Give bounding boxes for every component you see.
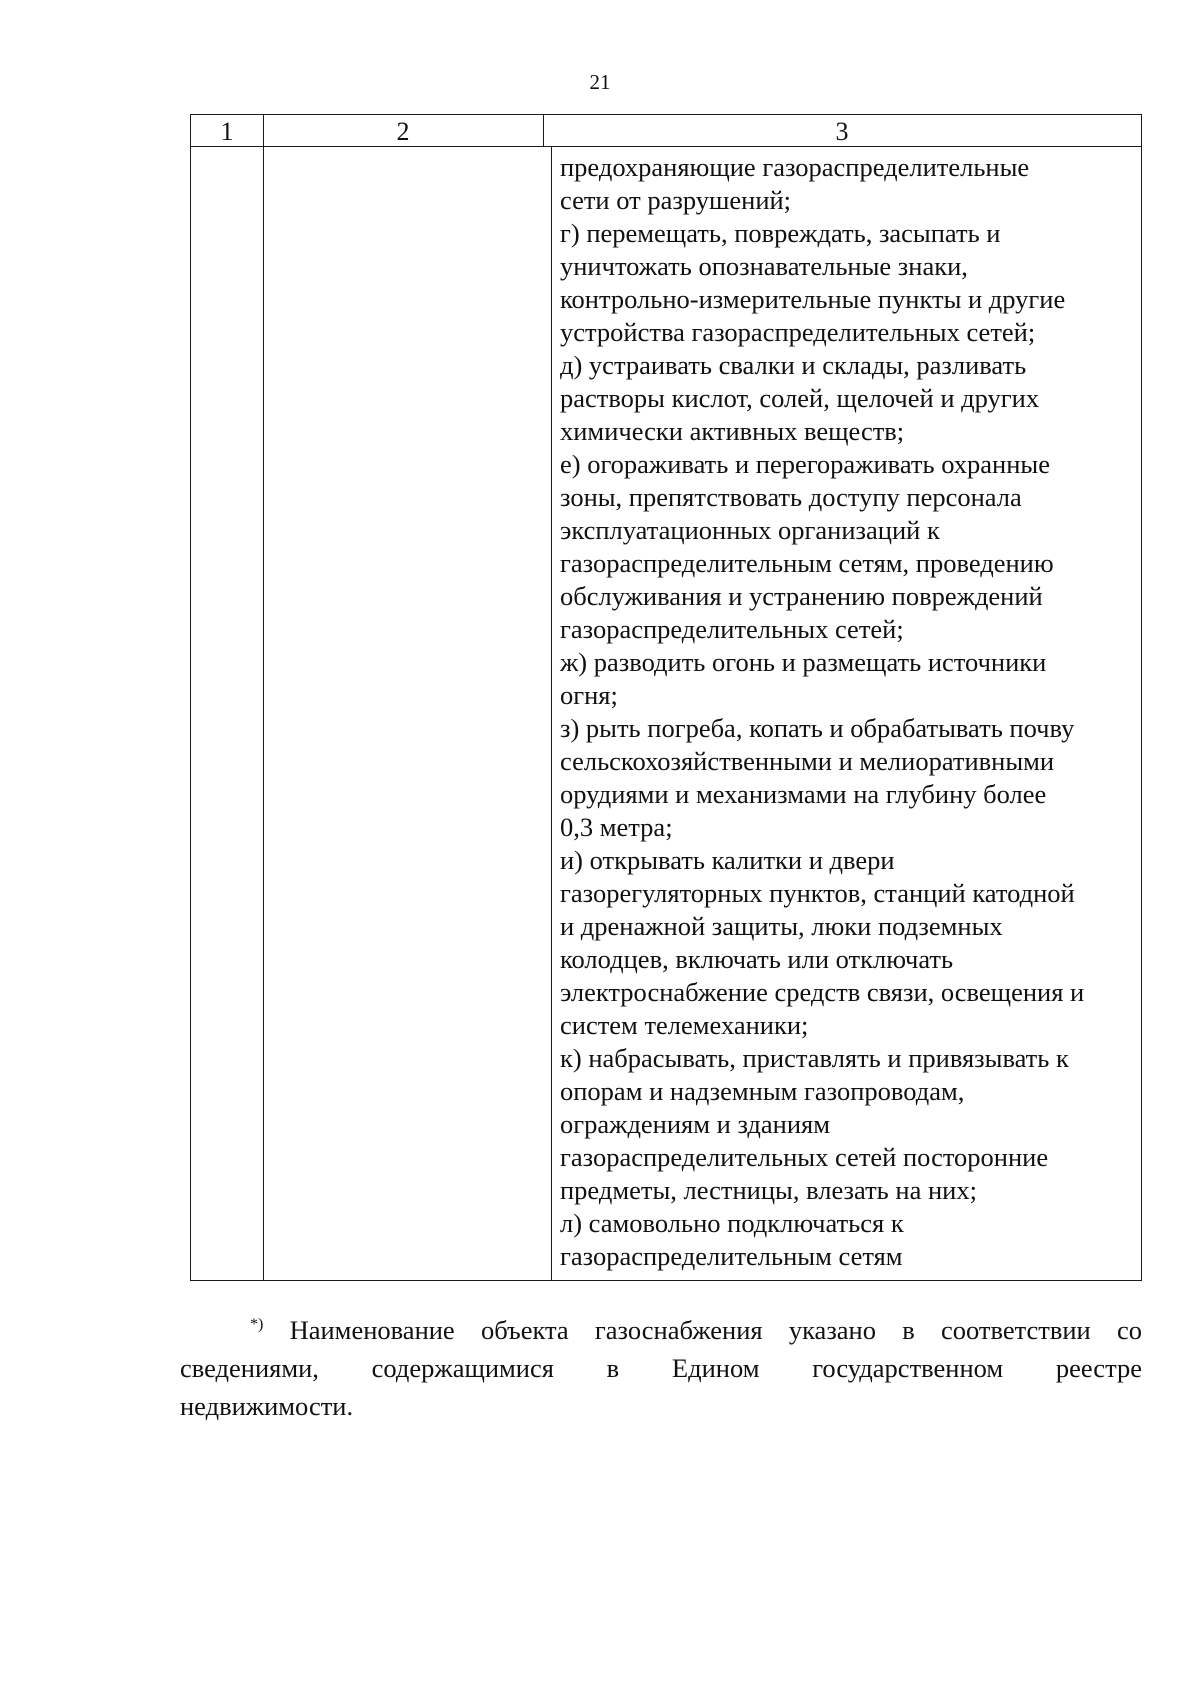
cell-text-line: д) устраивать свалки и склады, разливать	[560, 350, 1027, 380]
table-cell-col-3	[560, 151, 1140, 1273]
cell-text-line: ограждениям и зданиям	[560, 1109, 830, 1139]
cell-text-line: растворы кислот, солей, щелочей и других	[560, 383, 1040, 413]
footnote-text-1: Наименование объекта газоснабжения указано в соответствии со	[289, 1315, 1143, 1345]
cell-text-line: ж) разводить огонь и размещать источники	[560, 647, 1047, 677]
cell-text-line: колодцев, включать или отключать	[560, 944, 954, 974]
cell-text-line: химически активных веществ;	[560, 416, 905, 446]
cell-text-line: з) рыть погреба, копать и обрабатывать почву	[560, 713, 1075, 743]
cell-text-line: огня;	[560, 680, 618, 710]
cell-text-line: электроснабжение средств связи, освещения и	[560, 977, 1085, 1007]
cell-text-line: 0,3 метра;	[560, 812, 673, 842]
cell-text-line: систем телемеханики;	[560, 1010, 809, 1040]
cell-text-line: зоны, препятствовать доступу персонала	[560, 482, 1022, 512]
cell-text-line: и) открывать калитки и двери	[560, 845, 895, 875]
cell-text-line: предохраняющие газораспределительные	[560, 152, 1030, 182]
table-header-col-3: 3	[835, 117, 849, 146]
cell-text-line: г) перемещать, повреждать, засыпать и	[560, 218, 1001, 248]
cell-text-line: е) огораживать и перегораживать охранные	[560, 449, 1050, 479]
cell-text-line: газорегуляторных пунктов, станций катодной	[560, 878, 1075, 908]
cell-text-line: предметы, лестницы, влезать на них;	[560, 1175, 977, 1205]
footnote-line-3: недвижимости.	[180, 1391, 354, 1421]
cell-text-line: газораспределительных сетей;	[560, 614, 904, 644]
cell-text-line: эксплуатационных организаций к	[560, 515, 940, 545]
table-header-col-1: 1	[220, 117, 234, 146]
cell-text-line: сети от разрушений;	[560, 185, 792, 215]
cell-text-line: контрольно-измерительные пункты и другие	[560, 284, 1066, 314]
table-header-col-2: 2	[396, 117, 410, 146]
cell-text-line: газораспределительным сетям, проведению	[560, 548, 1054, 578]
cell-text-line: сельскохозяйственными и мелиоративными	[560, 746, 1055, 776]
cell-text-line: газораспределительных сетей посторонние	[560, 1142, 1049, 1172]
footnote-marker: *)	[250, 1316, 264, 1334]
cell-text-line: к) набрасывать, приставлять и привязывать к	[560, 1043, 1069, 1073]
cell-text-line: опорам и надземным газопроводам,	[560, 1076, 965, 1106]
cell-text-line: орудиями и механизмами на глубину более	[560, 779, 1047, 809]
page-number: 21	[589, 70, 611, 94]
cell-text-line: устройства газораспределительных сетей;	[560, 317, 1036, 347]
footnote-line-2: сведениями, содержащимися в Едином государственном реестре	[180, 1353, 1142, 1383]
cell-text-line: газораспределительным сетям	[560, 1241, 903, 1271]
document-table	[190, 114, 1142, 1281]
footnote-line-1	[180, 1311, 1142, 1349]
cell-text-line: и дренажной защиты, люки подземных	[560, 911, 1003, 941]
footnote	[180, 1311, 1142, 1425]
cell-text-line: уничтожать опознавательные знаки,	[560, 251, 968, 281]
cell-text-line: обслуживания и устранению повреждений	[560, 581, 1043, 611]
column-divider-2-body	[551, 147, 552, 1280]
header-row-divider	[191, 146, 1141, 147]
cell-text-line: л) самовольно подключаться к	[560, 1208, 904, 1238]
column-divider-1	[263, 115, 264, 1280]
